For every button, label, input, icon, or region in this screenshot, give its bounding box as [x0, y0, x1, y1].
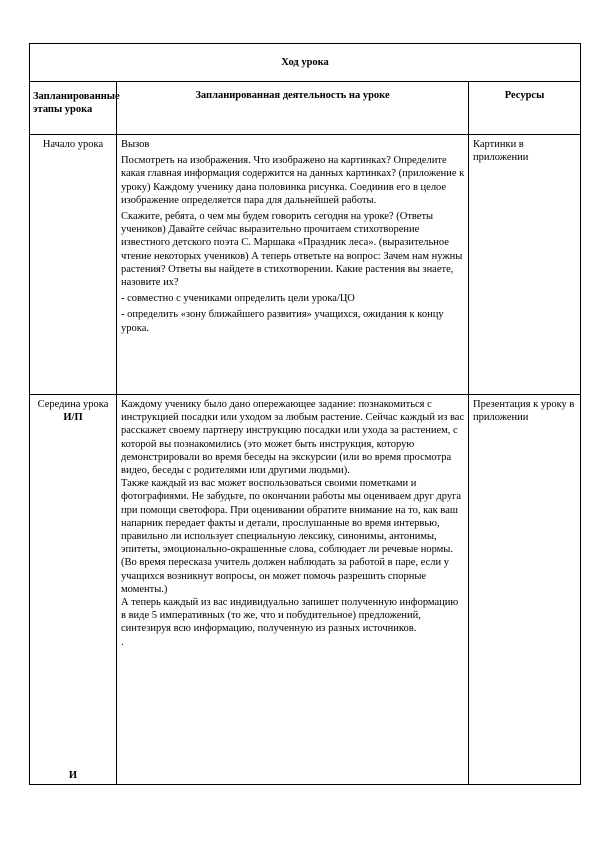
header-resources: Ресурсы	[469, 82, 581, 135]
table-row	[30, 395, 581, 785]
resources-cell: Презентация к уроку в приложении	[469, 395, 581, 785]
table-row	[30, 135, 581, 395]
activity-paragraph: Каждому ученику было дано опережающее задание: познакомиться с инструкцией посадки или уходом за любым растение. Сейчас каждый из вас расскажет своему партнеру инструкцию посадки или ухода за растением, с которой вы познакомились (это может быть инструкция, которую демонстрировали во время беседы на экскурсии (или во время просмотра видео, беседы с родителями или другими людьми).	[121, 399, 465, 477]
activity-cell	[117, 135, 469, 395]
header-stages: Запланированные этапы урока	[30, 82, 117, 135]
activity-paragraph: - совместно с учениками определить цели урока/ЦО	[121, 293, 355, 305]
activity-paragraph: Скажите, ребята, о чем мы будем говорить сегодня на уроке? (Ответы учеников) Давайте сейчас выразительно прочитаем стихотворение известного детского поэта С. Маршака «Праздник леса». (выразительное чтение некоторых учеников) А теперь ответьте на вопрос: Зачем нам нужны растения? Ответы вы найдете в стихотворении. Какие растения вы знаете, назовите их?	[121, 211, 463, 289]
activity-paragraph: (Во время пересказа учитель должен наблюдать за работой в паре, если у учащихся возникнут вопросы, он может помочь разрешить спорные моменты.)	[121, 557, 449, 595]
activity-paragraph: А теперь каждый из вас индивидуально запишет полученную информацию в виде 5 императивных (то же, что и побудительное) предложений, синтезируя всю информацию, полученную из разных источников.	[121, 597, 459, 635]
lesson-table	[29, 43, 581, 785]
activity-paragraph: - определить «зону ближайшего развития» учащихся, ожидания к концу урока.	[121, 309, 444, 334]
stage-label: Середина урока	[37, 399, 109, 410]
table-title: Ход урока	[30, 44, 581, 82]
activity-paragraph: Вызов	[121, 139, 150, 150]
stage-label: Начало урока	[42, 139, 104, 150]
stage-cell	[30, 395, 117, 785]
activity-paragraph: Посмотреть на изображения. Что изображено на картинках? Определите какая главная информация содержится на данных картинках? (приложение к уроку) Каждому ученику дана половинка рисунка. Соединив его в целое изображение определяется пара для дальнейшей работы.	[121, 155, 465, 206]
resources-cell: Картинки в приложении	[469, 135, 581, 395]
stage-cell	[30, 135, 117, 395]
activity-paragraph: Также каждый из вас может воспользоваться своими пометками и фотографиями. Не забудьте, по окончании работы мы оцениваем друг друга при помощи светофора. При оценивании обратите внимание на то, как ваш напарник передает факты и детали, прослушанные во время интервью, правильно ли использует специальную лексику, синонимы, антонимы, эпитеты, эмоционально-окрашенные слова, соблюдает ли речевые нормы.	[121, 478, 462, 556]
work-mode-mark: И/П	[63, 412, 83, 424]
activity-cell	[117, 395, 469, 785]
header-activity: Запланированная деятельность на уроке	[117, 82, 469, 135]
activity-paragraph: .	[121, 636, 124, 648]
work-mode-mark-bottom: И	[68, 769, 78, 781]
